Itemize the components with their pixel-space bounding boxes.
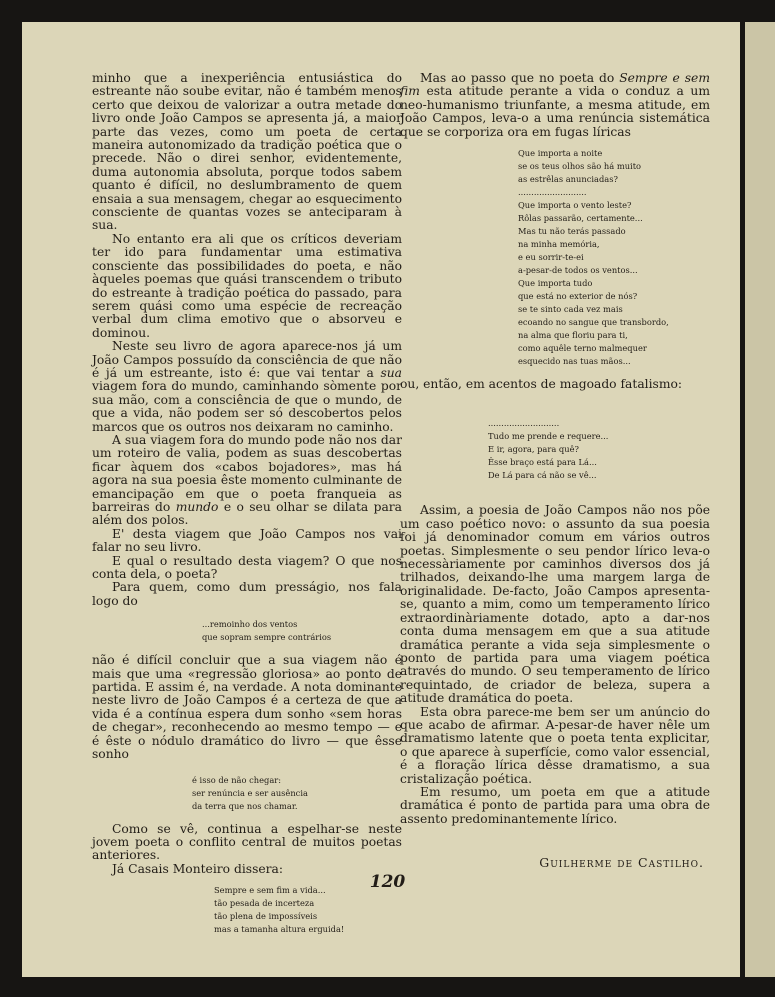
right-column — [400, 72, 710, 870]
verse-line: na minha memória, — [518, 239, 600, 250]
verse-line: ........................... — [488, 418, 560, 429]
verse-line: Que importa tudo — [518, 278, 593, 289]
emphasis: sua — [380, 365, 402, 380]
verse-line: mas a tamanha altura erguida! — [214, 924, 345, 935]
verse-line: e eu sorrir-te-ei — [518, 252, 584, 263]
verse-quote — [518, 147, 710, 368]
verse-line: as estrêlas anunciadas? — [518, 174, 618, 185]
verse-quote — [202, 618, 402, 644]
verse-line: da terra que nos chamar. — [192, 800, 298, 811]
paragraph — [92, 434, 402, 528]
verse-line: tão plena de impossíveis — [214, 911, 318, 922]
text-run: esta atitude perante a vida o conduz a um neo-humanismo triunfante, a mesma atitude, em João Campos, leva-o a uma renúncia sistemática que se corporiza ora em fugas líricas — [400, 84, 710, 139]
paragraph: Para quem, como dum presságio, nos fala logo do — [92, 580, 402, 608]
text-run: Neste seu livro de agora aparece-nos já um João Campos possuído da consciência de que não é já um estreante, isto é: que vai tentar a — [92, 339, 402, 380]
verse-line: que sopram sempre contrários — [202, 632, 332, 643]
verse-line: ecoando no sangue que transbordo, — [518, 317, 669, 328]
verse-quote — [488, 417, 710, 482]
verse-line: De Lá para cá não se vê... — [488, 470, 597, 481]
paragraph: E qual o resultado desta viagem? O que nos conta dela, o poeta? — [92, 553, 402, 582]
paragraph: minho que a inexperiência entusiástica do estreante não soube evitar, não é também menos certo que deixou de valorizar a outra metade do livro onde João Campos se apresenta já, a maior parte das vezes, como um poeta de certa maneira autonomizado da tradição poética que o precede. Não o direi senhor, evidentemente, duma autonomia absoluta, porque todos sabem quanto é difícil, no deslumbramento de quem ensaia a sua mensagem, chegar ao esquecimento consciente de quantas vozes se anteciparam à sua. — [92, 71, 402, 233]
verse-line: Êsse braço está para Lá... — [488, 457, 597, 468]
verse-line: é isso de não chegar: — [192, 774, 282, 785]
verse-line: como aquêle terno malmequer — [518, 343, 647, 354]
paragraph: não é difícil concluir que a sua viagem não é mais que uma «regressão gloriosa» ao ponto de partida. E assim é, na verdade. A nota dominante neste livro de João Campos é a certeza de que a vida é a contínua espera dum sonho «sem horas de chegar», reconhecendo ao mesmo tempo — e é êste o nódulo dramático do livro — que êsse sonho — [92, 653, 402, 762]
author-signature: Guilherme de Castilho. — [539, 855, 704, 871]
text-run: A sua viagem fora do mundo pode não nos dar um roteiro de valia, podem as suas descobertas ficar àquem dos «cabos bojadores», mas há agora na sua poesia êste momento culminante de emancipação em que o poeta franqueia as barreiras do — [92, 432, 402, 514]
verse-line: ser renúncia e ser ausência — [192, 787, 308, 798]
paragraph: Assim, a poesia de João Campos não nos põe um caso poético novo: o assunto da sua poesia foi já denominador comum em vários outros poetas. Simplesmente o seu pendor lírico leva-o necessàriamente por caminhos diversos dos já trilhados, deixando-lhe uma margem larga de originalidade. De-facto, João Campos apresenta-se, quanto a mim, como um temperamento lírico extraordinàriamente dotado, apto a dar-nos conta duma mensagem em que a sua atitude dramática perante a vida seja simplesmente o ponto de partida para uma viagem poética através do mundo. O seu temperamento de lírico requintado, de criador de beleza, supera a atitude dramática do poeta. — [400, 503, 710, 706]
verse-line: Rôlas passarão, certamente... — [518, 213, 643, 224]
text-run: e o seu olhar se dilata para além dos polos. — [92, 500, 402, 528]
verse-line: a-pesar-de todos os ventos... — [518, 265, 638, 276]
verse-line: Tudo me prende e requere... — [488, 431, 609, 442]
emphasis: mundo — [175, 500, 219, 514]
verse-line: Que importa a noite — [518, 148, 603, 159]
verse-line: que está no exterior de nós? — [518, 291, 638, 302]
verse-line: se te sinto cada vez mais — [518, 304, 623, 315]
text-run: Mas ao passo que no poeta do — [420, 71, 620, 85]
verse-line: .......................... — [518, 187, 587, 198]
paragraph — [92, 340, 402, 434]
verse-line: na alma que floriu para ti, — [518, 330, 628, 341]
paragraph: Em resumo, um poeta em que a atitude dramática é ponto de partida para uma obra de assento predominantemente lírico. — [400, 784, 710, 826]
verse-line: Mas tu não terás passado — [518, 226, 626, 237]
verse-line: Sempre e sem fim a vida... — [214, 885, 326, 896]
next-page-edge — [745, 22, 775, 977]
paragraph: Esta obra parece-me bem ser um anúncio do que acabo de afirmar. A-pesar-de haver nêle um dramatismo latente que o poeta tenta explicitar, o que aparece à superfície, como valor essencial, é a floração lírica dêsse dramatismo, a sua cristalização poética. — [400, 704, 710, 786]
paragraph — [400, 72, 710, 139]
paragraph: No entanto era ali que os críticos deveriam ter ido para fundamentar uma estimativa consciente das possibilidades do poeta, e não àqueles poemas que quási transcendem o tributo do estreante à tradição poética do passado, para serem quási como uma espécie de recreação verbal dum clima emotivo que o absorveu e dominou. — [92, 231, 402, 340]
verse-line: Que importa o vento leste? — [518, 200, 632, 211]
paragraph: Já Casais Monteiro dissera: — [112, 861, 284, 876]
left-column — [92, 72, 402, 948]
text-run: viagem fora do mundo, caminhando sòmente por sua mão, com a consciência de que o mundo, de que a vida, não podem ser só descobertos pelos marcos que os outros nos deixaram no caminho. — [92, 379, 402, 434]
verse-quote — [192, 774, 402, 813]
paragraph: ou, então, em acentos de magoado fatalismo: — [400, 377, 683, 392]
verse-line: ...remoinho dos ventos — [202, 619, 298, 630]
paragraph: E' desta viagem que João Campos nos vai falar no seu livro. — [92, 526, 402, 555]
verse-line: E ir, agora, para quê? — [488, 444, 579, 455]
emphasis: Sempre e sem fim — [400, 71, 710, 99]
page-number: 120 — [369, 872, 406, 892]
verse-line: tão pesada de incerteza — [214, 898, 315, 909]
verse-line: se os teus olhos são há muito — [518, 161, 642, 172]
paragraph: Como se vê, continua a espelhar-se neste jovem poeta o conflito central de muitos poetas anteriores. — [92, 821, 402, 863]
verse-line: esquecido nas tuas mãos... — [518, 356, 631, 367]
